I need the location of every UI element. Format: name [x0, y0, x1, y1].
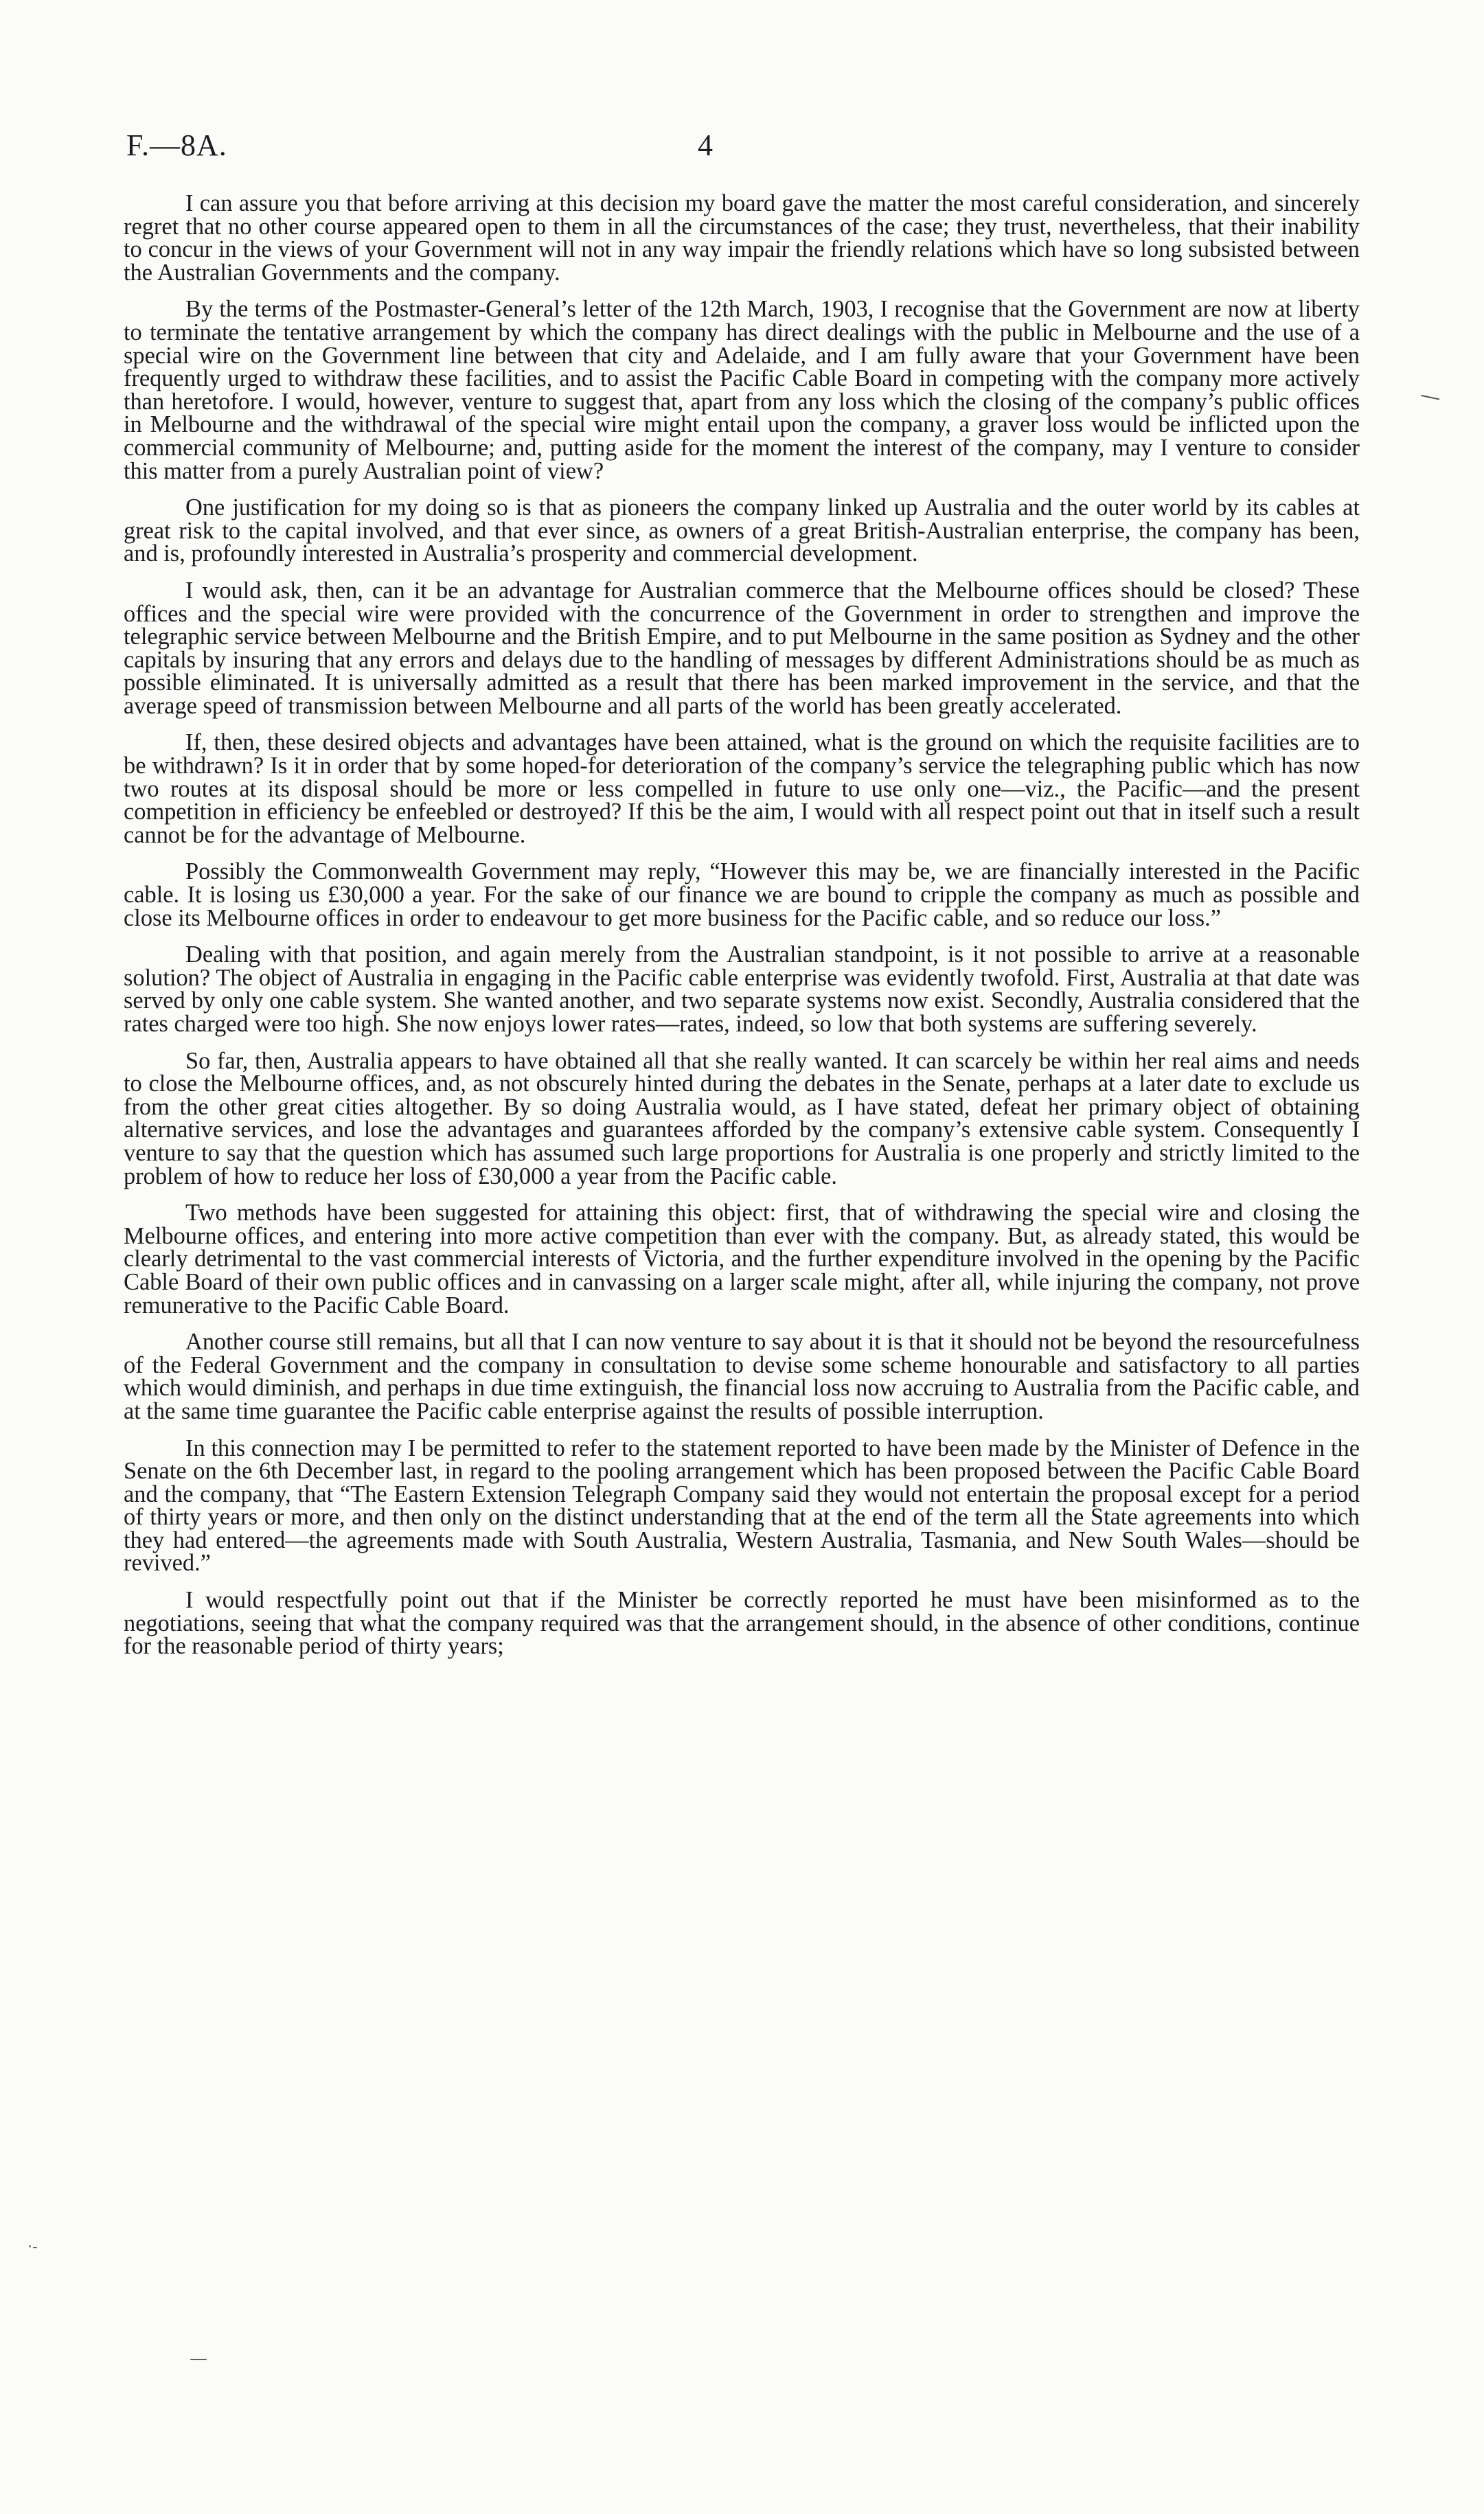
margin-mark-left: ·-: [27, 2239, 38, 2256]
paragraph-4: I would ask, then, can it be an advantage for Australian commerce that the Melbourne offices should be closed? These offices and the special wire were provided with the concurrence of the Government in order to strengthen and improve the telegraphic service between Melbourne and the British Empire, and to put Melbourne in the same position as Sydney and the other capitals by insuring that any errors and delays due to the handling of messages by different Administrations should be as much as possible eliminated. It is universally admitted as a result that there has been marked improvement in the service, and that the average speed of transmission between Melbourne and all parts of the world has been greatly accelerated.: [124, 577, 1360, 719]
paragraph-10: Another course still remains, but all that I can now venture to say about it is that it should not be beyond the resourcefulness of the Federal Government and the company in consultation to devise some scheme honourable and satisfactory to all parties which would diminish, and perhaps in due time extinguish, the financial loss now accruing to Australia from the Pacific cable, and at the same time guarantee the Pacific cable enterprise against the results of possible interruption.: [124, 1329, 1360, 1424]
paragraph-11: In this connection may I be permitted to refer to the statement reported to have been made by the Minister of Defence in the Senate on the 6th December last, in regard to the pooling arrangement which has been proposed between the Pacific Cable Board and the company, that “The Eastern Extension Telegraph Company said they would not entertain the proposal except for a period of thirty years or more, and then only on the distinct understanding that at the end of the term all the State agreements into which they had entered—the agreements made with South Australia, Western Australia, Tasmania, and New South Wales—should be revived.”: [124, 1435, 1360, 1577]
document-reference: F.—8A.: [126, 128, 227, 162]
paragraph-6: Possibly the Commonwealth Government may reply, “However this may be, we are financially interested in the Pacific cable. It is losing us £30,000 a year. For the sake of our finance we are bound to cripple the company as much as possible and close its Melbourne offices in order to endeavour to get more business for the Pacific cable, and so reduce our loss.”: [124, 858, 1360, 931]
paragraph-3: One justification for my doing so is that as pioneers the company linked up Australia and the outer world by its cables at great risk to the capital involved, and that ever since, as owners of a great British-Australian enterprise, the company has been, and is, profoundly interested in Australia’s prosperity and commercial development.: [124, 494, 1360, 567]
paragraph-9: Two methods have been suggested for attaining this object: first, that of withdrawing the special wire and closing the Melbourne offices, and entering into more active competition than ever with the company. But, as already stated, this would be clearly detrimental to the vast commercial interests of Victoria, and the further expenditure involved in the opening by the Pacific Cable Board of their own public offices and in canvassing on a larger scale might, after all, while injuring the company, not prove remunerative to the Pacific Cable Board.: [124, 1200, 1360, 1318]
paragraph-5: If, then, these desired objects and advantages have been attained, what is the ground on which the requisite facilities are to be withdrawn? Is it in order that by some hoped-for deterioration of the company’s service the telegraphing public which has now two routes at its disposal should be more or less compelled in future to use only one—viz., the Pacific—and the present competition in efficiency be enfeebled or destroyed? If this be the aim, I would with all respect point out that in itself such a result cannot be for the advantage of Melbourne.: [124, 729, 1360, 848]
paragraph-1: I can assure you that before arriving at this decision my board gave the matter the most careful consideration, and sincerely regret that no other course appeared open to them in all the circumstances of the case; they trust, nevertheless, that their inability to concur in the views of your Government will not in any way impair the friendly relations which have so long subsisted between the Australian Governments and the company.: [124, 190, 1360, 286]
page-header: [126, 128, 1362, 169]
paragraph-7: Dealing with that position, and again merely from the Australian standpoint, is it not possible to arrive at a reasonable solution? The object of Australia in engaging in the Pacific cable enterprise was evidently twofold. First, Australia at that date was served by only one cable system. She wanted another, and two separate systems now exist. Secondly, Australia considered that the rates charged were too high. She now enjoys lower rates—rates, indeed, so low that both systems are suffering severely.: [124, 941, 1360, 1037]
paragraph-8: So far, then, Australia appears to have obtained all that she really wanted. It can scarcely be within her real aims and needs to close the Melbourne offices, and, as not obscurely hinted during the debates in the Senate, perhaps at a later date to exclude us from the other great cities altogether. By so doing Australia would, as I have stated, defeat her primary object of obtaining alternative services, and lose the advantages and guarantees afforded by the company’s extensive cable system. Consequently I venture to say that the question which has assumed such large proportions for Australia is one properly and strictly limited to the problem of how to reduce her loss of £30,000 a year from the Pacific cable.: [124, 1047, 1360, 1189]
paragraph-12: I would respectfully point out that if the Minister be correctly reported he must have been misinformed as to the negotiations, seeing that what the company required was that the arrangement should, in the absence of other conditions, continue for the reasonable period of thirty years;: [124, 1587, 1360, 1660]
body-text: [124, 192, 1360, 1672]
page-number: 4: [698, 128, 713, 162]
paragraph-2: By the terms of the Postmaster-General’s letter of the 12th March, 1903, I recognise that the Government are now at liberty to terminate the tentative arrangement by which the company has direct dealings with the public in Melbourne and the use of a special wire on the Government line between that city and Adelaide, and I am fully aware that your Government have been frequently urged to withdraw these facilities, and to assist the Pacific Cable Board in competing with the company more actively than heretofore. I would, however, venture to suggest that, apart from any loss which the closing of the company’s public offices in Melbourne and the withdrawal of the special wire might entail upon the company, a graver loss would be inflicted upon the commercial community of Melbourne; and, putting aside for the moment the interest of the company, may I venture to consider this matter from a purely Australian point of view?: [124, 296, 1360, 484]
margin-mark-right: —: [1417, 382, 1443, 411]
margin-mark-bottom: —: [190, 2349, 207, 2369]
